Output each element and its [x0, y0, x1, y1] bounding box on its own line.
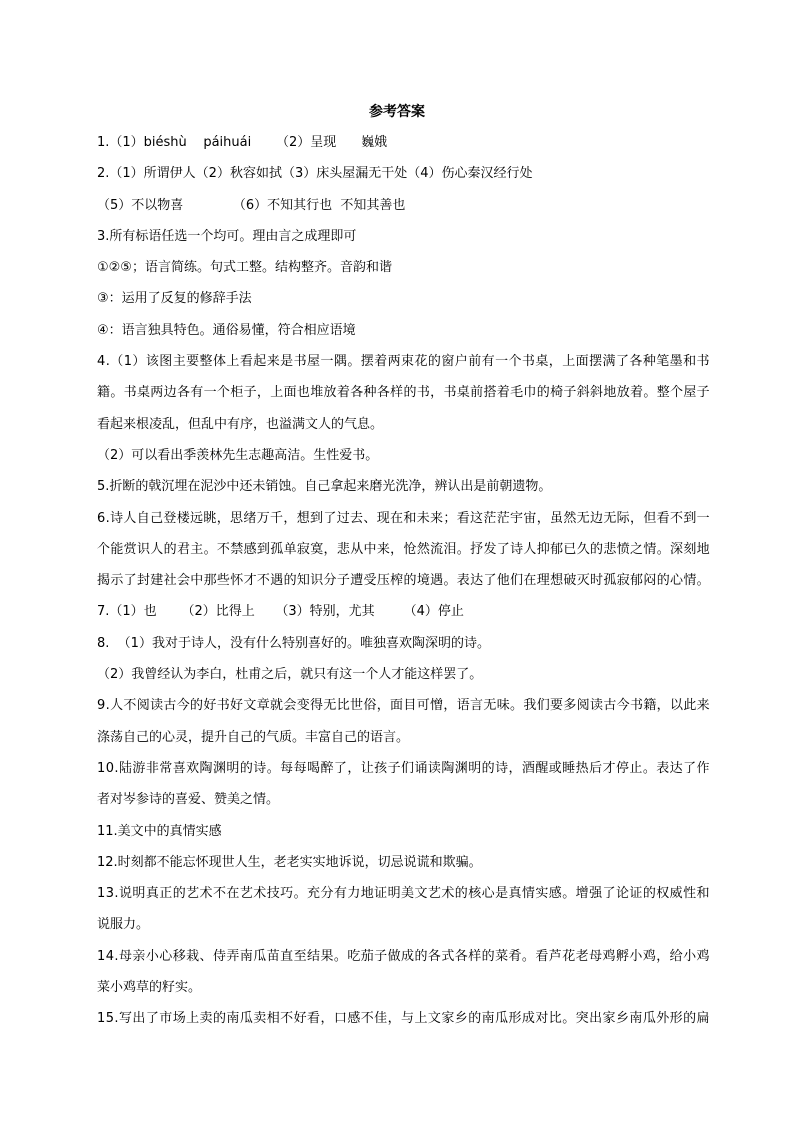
answer-line-text: 2.（1）所谓伊人（2）秋容如拭（3）床头屋漏无干处（4）伤心秦汉经行处	[97, 166, 533, 182]
answer-line	[97, 820, 710, 851]
answer-line	[97, 131, 710, 162]
answer-line	[97, 475, 710, 506]
answer-line	[97, 413, 710, 444]
answer-line	[97, 945, 710, 976]
answer-line-text: 说服力。	[97, 917, 150, 933]
answer-line	[97, 663, 710, 694]
answer-line-text: 4.（1）该图主要整体上看起来是书屋一隅。摆着两束花的窗户前有一个书桌，上面摆满了各种笔墨和书	[97, 354, 710, 370]
answer-line-text: 12.时刻都不能忘怀现世人生，老老实实地诉说，切忌说谎和欺骗。	[97, 854, 482, 870]
answer-line	[97, 757, 710, 788]
answer-line	[97, 162, 710, 193]
answer-line-text: ①②⑤；语言简练。句式工整。结构整齐。音韵和谐	[97, 260, 392, 276]
answer-line	[97, 976, 710, 1007]
answer-line-text: 14.母亲小心移栽、侍弄南瓜苗直至结果。吃茄子做成的各式各样的菜肴。看芦花老母鸡孵小鸡，给小鸡	[97, 948, 710, 964]
answer-line-text: 籍。书桌两边各有一个柜子，上面也堆放着各种各样的书，书桌前搭着毛巾的椅子斜斜地放着。整个屋子	[97, 385, 710, 401]
answer-line	[97, 194, 710, 225]
answer-line-text: 3.所有标语任选一个均可。理由言之成理即可	[97, 228, 357, 244]
answer-line	[97, 256, 710, 287]
answer-line-text: 看起来根凌乱，但乱中有序，也溢满文人的气息。	[97, 416, 384, 432]
answer-line-text: 13.说明真正的艺术不在艺术技巧。充分有力地证明美文艺术的核心是真情实感。增强了论证的权威性和	[97, 886, 710, 902]
answer-line-text: ④：语言独具特色。通俗易懂，符合相应语境	[97, 322, 356, 338]
answer-line	[97, 319, 710, 350]
answer-line-text: 9.人不阅读古今的好书好文章就会变得无比世俗，面目可憎，语言无味。我们要多阅读古今书籍，以此来	[97, 698, 711, 714]
answer-line-text: 涤荡自己的心灵，提升自己的气质。丰富自己的语言。	[97, 729, 410, 745]
answer-line	[97, 381, 710, 412]
answer-line-text: 7.（1）也 （2）比得上 （3）特别，尤其 （4）停止	[97, 604, 464, 620]
answer-line-text: （5）不以物喜 （6）不知其行也 不知其善也	[97, 197, 406, 213]
answer-line	[97, 538, 710, 569]
answer-line-text: 1.（1）biéshù páihuái （2）呈现 巍娥	[97, 135, 388, 150]
answer-line	[97, 350, 710, 381]
answer-line	[97, 913, 710, 944]
answer-line-text: 个能赏识人的君主。不禁感到孤单寂寞，悲从中来，怆然流泪。抒发了诗人抑郁已久的悲愤之情。深刻地	[97, 541, 710, 557]
answer-line-text: 揭示了封建社会中那些怀才不遇的知识分子遭受压榨的境遇。表达了他们在理想破灭时孤寂郁闷的心情。	[97, 573, 710, 589]
answer-line-text: 5.折断的戟沉埋在泥沙中还未销蚀。自己拿起来磨光洗净，辨认出是前朝遗物。	[97, 479, 552, 495]
answer-line	[97, 1007, 710, 1038]
answer-body	[97, 131, 710, 1039]
answer-line-text: 8. （1）我对于诗人，没有什么特别喜好的。唯独喜欢陶深明的诗。	[97, 635, 490, 651]
answer-line	[97, 225, 710, 256]
answer-line-text: 15.写出了市场上卖的南瓜卖相不好看，口感不佳，与上文家乡的南瓜形成对比。突出家乡南瓜外形的扁	[97, 1011, 710, 1027]
answer-line	[97, 788, 710, 819]
answer-line	[97, 882, 710, 913]
answer-line	[97, 694, 710, 725]
answer-line	[97, 287, 710, 318]
answer-line	[97, 507, 710, 538]
answer-line	[97, 444, 710, 475]
answer-line	[97, 569, 710, 600]
answer-line-text: 者对岑参诗的喜爱、赞美之情。	[97, 792, 280, 808]
answer-line	[97, 600, 710, 631]
answer-line-text: （2）我曾经认为李白，杜甫之后，就只有这一个人才能这样罢了。	[97, 667, 483, 683]
answer-line-text: 11.美文中的真情实感	[97, 823, 222, 839]
answer-line-text: ③：运用了反复的修辞手法	[97, 291, 252, 307]
answer-line-text: 6.诗人自己登楼远眺，思绪万千，想到了过去、现在和未来；看这茫茫宇宙，虽然无边无际，但看不到一	[97, 510, 711, 526]
answer-line-text: （2）可以看出季羡林先生志趣高洁。生性爱书。	[97, 447, 379, 463]
answer-line-text: 菜小鸡草的籽实。	[97, 980, 202, 996]
answer-line	[97, 851, 710, 882]
answer-line	[97, 632, 710, 663]
answer-line-text: 10.陆游非常喜欢陶渊明的诗。每每喝醉了，让孩子们诵读陶渊明的诗，酒醒或睡热后才停止。表达了作	[97, 760, 710, 776]
page-title: 参考答案	[369, 104, 425, 120]
answer-line	[97, 726, 710, 757]
